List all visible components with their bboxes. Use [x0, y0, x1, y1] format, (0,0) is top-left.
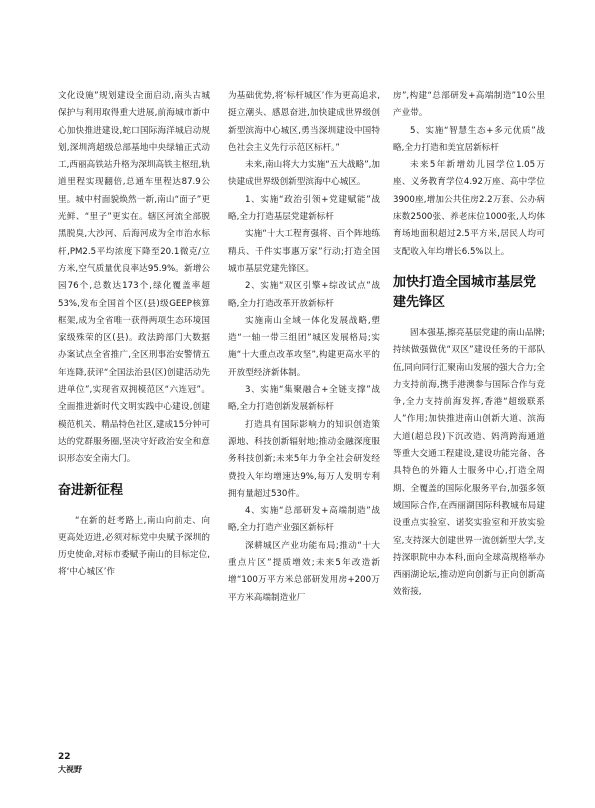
body-paragraph: 5、实施“智慧生态+多元优质”战略,全力打造和美宜居新标杆	[393, 125, 545, 153]
magazine-logo: 大视野	[58, 764, 82, 774]
section-heading: 奋进新征程	[58, 482, 124, 498]
body-paragraph: 2、实施“双区引擎+综改试点”战略,全力打造改革开放新标杆	[228, 281, 380, 309]
body-paragraph: 4、实施“总部研发+高端制造”战略,全力打造产业强区新标杆	[228, 506, 380, 534]
text-column-2	[228, 88, 380, 607]
body-paragraph: 未来5年新增幼儿园学位1.05万座、义务教育学位4.92万座、高中学位3900座,增加公共住房2.2万套、公办病床数2500张、养老床位1000张,人均体育场地面积超过2.5平方米,居民人均可支配收入年均增长6.5%以上。	[393, 160, 545, 257]
body-paragraph: 房”,构建“总部研发+高端制造”10公里产业带。	[393, 91, 545, 119]
page-number: 22	[58, 752, 71, 762]
body-paragraph: 为基础优势,将‘标杆城区’作为更高追求,挺立潮头、感恩奋进,加快建成世界级创新型滨海中心城区,勇当深圳建设中国特色社会主义先行示范区标杆。”	[228, 91, 380, 153]
body-paragraph: 打造具有国际影响力的知识创造策源地、科技创新辐射地;推动金融深度服务科技创新;未来5年力争全社会研发经费投入年均增速达9%,每万人发明专利拥有量超过530件。	[228, 419, 380, 499]
body-paragraph: 1、实施“政治引领+党建赋能”战略,全力打造基层党建新标杆	[228, 194, 380, 223]
body-paragraph: 3、实施“集聚融合+全链支撑”战略,全力打造创新发展新标杆	[228, 385, 380, 413]
text-column-1	[58, 88, 210, 582]
body-paragraph: 实施南山全域一体化发展战略,塑造“一轴一带三组团”城区发展格局;实施“十大重点改革攻坚”,构建更高水平的开放型经济新体制。	[228, 315, 380, 378]
body-paragraph: 固本强基,擦亮基层党建的南山品牌;持续做强做优“双区”建设任务的干部队伍,同向同行汇聚南山发展的强大合力;全力支持前海,携手港澳参与国际合作与竞争,全力支持前海发挥,香港“超级联系人”作用;加快推进南山创新大道、滨海大道(超总段)下沉改造、妈湾跨海通道等重大交通工程建设,建设功能完备、各具特色的外籍人士服务中心,打造全周期、全覆盖的国际化服务平台,加强多领域国际合作,在西丽湖国际科教城布局建设重点实验室、诺奖实验室和开放实验室,支持深大创建世界一流创新型大学,支持深职院申办本科,面向全球高规格举办西丽湖论坛,推动逆向创新与正向创新高效衔接,	[393, 327, 545, 598]
body-paragraph: 实施“十大工程育强将、百个阵地练精兵、千件实事惠万家”行动;打造全国城市基层党建先锋区。	[228, 229, 380, 274]
body-paragraph: 未来,南山将大力实施“五大战略”,加快建成世界级创新型滨海中心城区。	[228, 160, 380, 188]
body-paragraph: “在新的赶考路上,南山向前走、向更高处迈进,必须对标党中央赋予深圳的历史使命,对标市委赋予南山的目标定位,将‘中心城区’作	[58, 515, 210, 578]
section-heading: 加快打造全国城市基层党建先锋区	[393, 274, 537, 310]
body-paragraph: 文化设施”规划建设全面启动,南头古城保护与利用取得重大进展,前海城市新中心加快推进建设,蛇口国际海洋城启动规划,深圳湾超级总部基地中央绿轴正式动工,西丽高铁站升格为深圳高铁主枢纽,轨道里程实现翻倍,总通车里程达87.9公里。城中村面貌焕然一新,南山“面子”更光鲜、“里子”更实在。辖区河流全部脱黑脱臭,大沙河、后海河成为全市治水标杆,PM2.5平均浓度下降至20.1微克/立方米,空气质量优良率达95.9%。新增公园76个,总数达173个,绿化覆盖率超53%,发布全国首个区(县)级GEEP核算框架,成为全省唯一获得两项生态环境国家级殊荣的区(县)。政法跨部门大数据办案试点全省推广,全区刑事治安警情五年连降,获评“全国法治县(区)创建活动先进单位”,实现省双拥模范区“六连冠”。全面推进新时代文明实践中心建设,创建模范机关、精品特色社区,建成15分钟可达的党群服务圈,坚决守好政治安全和意识形态安全南大门。	[58, 91, 210, 465]
body-paragraph: 深耕城区产业功能布局;推动“十大重点片区”提质增效;未来5年改造新增“100万平方米总部研发用房+200万平方米高端制造业厂	[228, 540, 380, 603]
text-column-3	[393, 88, 545, 602]
